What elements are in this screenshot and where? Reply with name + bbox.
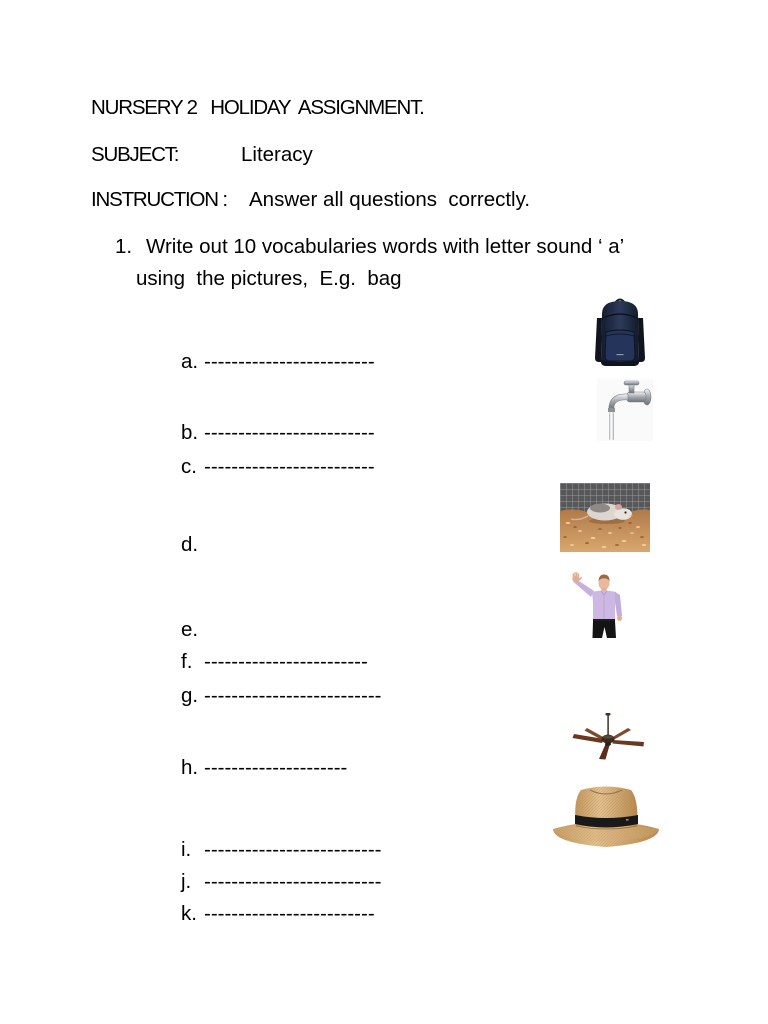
answer-blank-line: ------------------------ [204,650,368,673]
answer-blank-line: --------------------- [204,756,348,779]
question-number: 1. [115,235,133,258]
answer-letter: b. [181,421,199,444]
answer-item-d [181,533,421,557]
question-text-line-1: Write out 10 vocabularies words with letter sound ‘ a’ [146,235,625,258]
question-text-line-2: using the pictures, E.g. bag [136,267,402,290]
answer-letter: a. [181,350,199,373]
answer-item-j [181,870,421,894]
answer-item-f [181,650,421,674]
answer-letter: j. [181,870,192,893]
answer-blank-line: -------------------------- [204,870,382,893]
answer-item-b [181,421,421,445]
water-tap-icon [597,379,653,441]
answer-letter: c. [181,455,197,478]
answer-letter: d. [181,533,199,556]
answer-blank-line: ------------------------- [204,902,375,925]
answer-blank-line: -------------------------- [204,684,382,707]
answer-letter: i. [181,838,192,861]
waving-man-icon [565,572,628,638]
answer-item-e [181,618,421,642]
answer-letter: k. [181,902,197,925]
instruction-text: Answer all questions correctly. [249,188,531,211]
straw-hat-icon [552,784,660,848]
answer-letter: f. [181,650,193,673]
answer-blank-line: ------------------------- [204,350,375,373]
worksheet-title: NURSERY 2 HOLIDAY ASSIGNMENT. [91,96,424,119]
answer-item-k [181,902,421,926]
answer-blank-line: -------------------------- [204,838,382,861]
answer-letter: g. [181,684,199,707]
answer-letter: e. [181,618,199,641]
subject-label: SUBJECT: [91,143,179,166]
answer-item-h [181,756,421,780]
backpack-icon [592,296,648,368]
answer-item-a [181,350,421,374]
answer-letter: h. [181,756,199,779]
rat-icon [560,483,650,552]
subject-value: Literacy [241,143,313,166]
ceiling-fan-icon [572,713,645,760]
answer-item-g [181,684,421,708]
instruction-label: INSTRUCTION : [91,188,227,211]
answer-item-i [181,838,421,862]
answer-blank-line: ------------------------- [204,455,375,478]
answer-blank-line: ------------------------- [204,421,375,444]
answer-item-c [181,455,421,479]
